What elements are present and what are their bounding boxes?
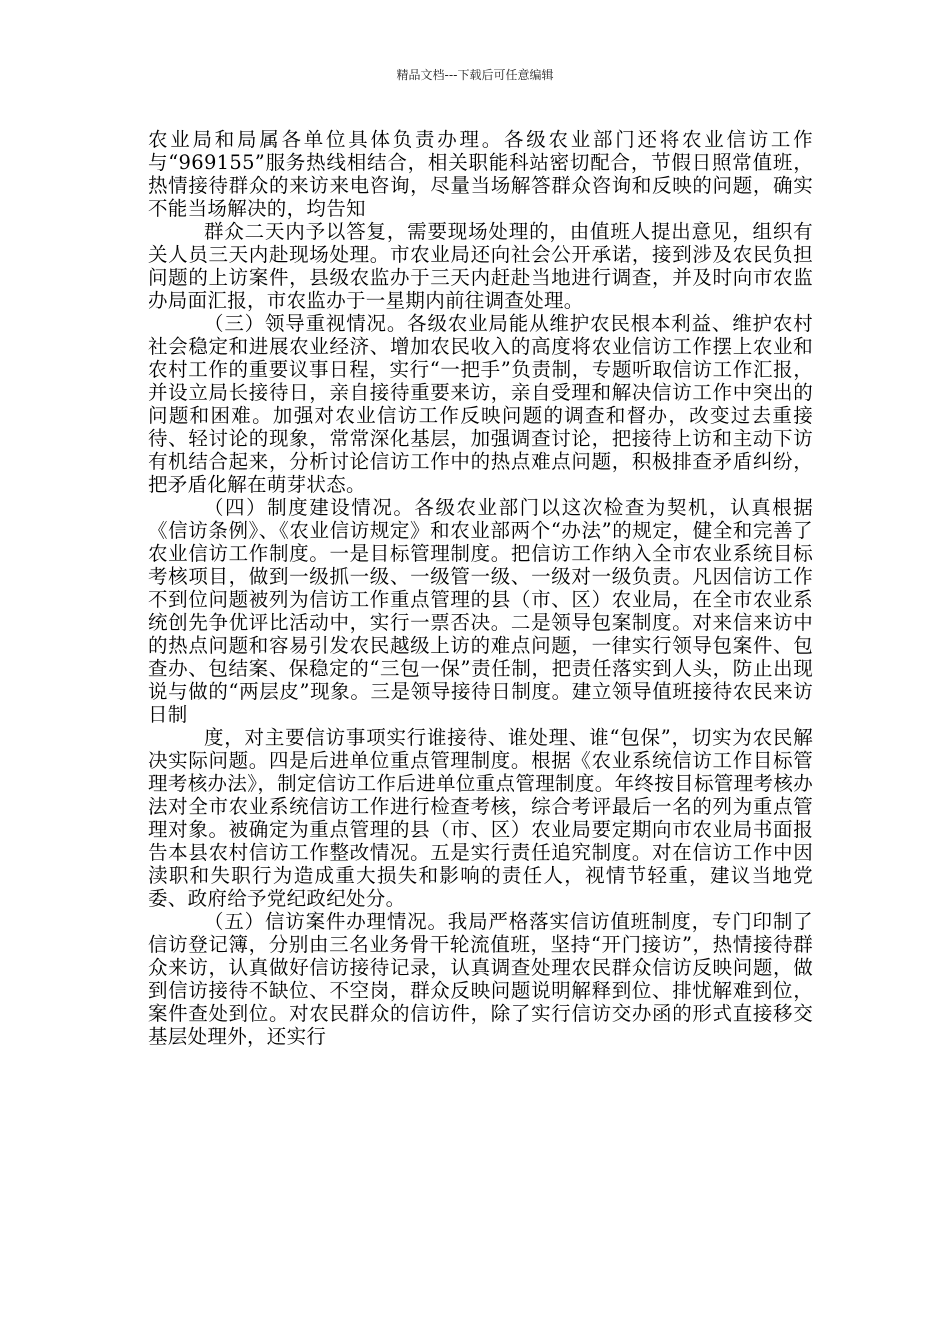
paragraph-2: 群众二天内予以答复，需要现场处理的，由值班人提出意见，组织有关人员三天内赴现场处理。市农业局还向社会公开承诺，接到涉及农民负担问题的上访案件，县级农监办于三天内赶赴当地进行调查，并及时向市农监办局面汇报，市农监办于一星期内前往调查处理。 [148, 220, 813, 312]
page-header: 精品文档---下载后可任意编辑 [396, 68, 554, 82]
paragraph-3: （三）领导重视情况。各级农业局能从维护农民根本利益、维护农村社会稳定和进展农业经济、增加农民收入的高度将农业信访工作摆上农业和农村工作的重要议事日程，实行“一把手”负责制，专题听取信访工作汇报，并设立局长接待日，亲自接待重要来访，亲自受理和解决信访工作中突出的问题和困难。加强对农业信访工作反映问题的调查和督办，改变过去重接待、轻讨论的现象，常常深化基层，加强调查讨论，把接待上访和主动下访有机结合起来，分析讨论信访工作中的热点难点问题，积极排查矛盾纠纷，把矛盾化解在萌芽状态。 [148, 312, 813, 496]
document-body [148, 128, 813, 1048]
paragraph-6: （五）信访案件办理情况。我局严格落实信访值班制度，专门印制了信访登记簿，分别由三名业务骨干轮流值班，坚持“开门接访”，热情接待群众来访，认真做好信访接待记录，认真调查处理农民群众信访反映问题，做到信访接待不缺位、不空岗，群众反映问题说明解释到位、排忧解难到位，案件查处到位。对农民群众的信访件，除了实行信访交办函的形式直接移交基层处理外，还实行 [148, 910, 813, 1048]
paragraph-1: 农业局和局属各单位具体负责办理。各级农业部门还将农业信访工作与“969155”服务热线相结合，相关职能科站密切配合，节假日照常值班，热情接待群众的来访来电咨询，尽量当场解答群众咨询和反映的问题，确实不能当场解决的，均告知 [148, 128, 813, 220]
paragraph-4: （四）制度建设情况。各级农业部门以这次检查为契机，认真根据《信访条例》、《农业信访规定》和农业部两个“办法”的规定，健全和完善了农业信访工作制度。一是目标管理制度。把信访工作纳入全市农业系统目标考核项目，做到一级抓一级、一级管一级、一级对一级负责。凡因信访工作不到位问题被列为信访工作重点管理的县（市、区）农业局，在全市农业系统创先争优评比活动中，实行一票否决。二是领导包案制度。对来信来访中的热点问题和容易引发农民越级上访的难点问题，一律实行领导包案件、包查办、包结案、保稳定的“三包一保”责任制，把责任落实到人头，防止出现说与做的“两层皮”现象。三是领导接待日制度。建立领导值班接待农民来访日制 [148, 496, 813, 726]
paragraph-5: 度，对主要信访事项实行谁接待、谁处理、谁“包保”，切实为农民解决实际问题。四是后进单位重点管理制度。根据《农业系统信访工作目标管理考核办法》，制定信访工作后进单位重点管理制度。年终按目标管理考核办法对全市农业系统信访工作进行检查考核，综合考评最后一名的列为重点管理对象。被确定为重点管理的县（市、区）农业局要定期向市农业局书面报告本县农村信访工作整改情况。五是实行责任追究制度。对在信访工作中因渎职和失职行为造成重大损失和影响的责任人，视情节轻重，建议当地党委、政府给予党纪政纪处分。 [148, 726, 813, 910]
